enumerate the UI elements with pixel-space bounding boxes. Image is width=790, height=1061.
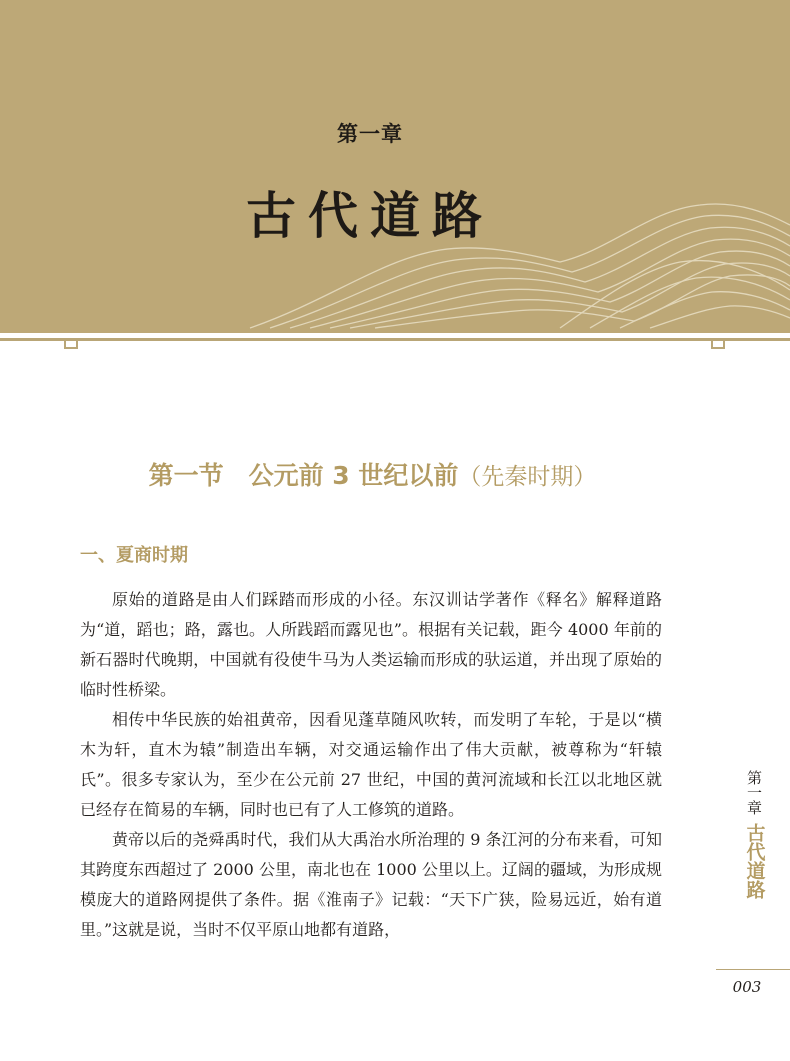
side-chapter-number: 第一章 <box>745 770 763 815</box>
section-title-period: （先秦时期） <box>458 464 597 490</box>
chapter-title: 古代道路 <box>246 186 494 245</box>
mountain-wave-decoration <box>0 0 790 333</box>
side-chapter-title: 古代道路 <box>743 823 766 899</box>
paragraph: 黄帝以后的尧舜禹时代，我们从大禹治水所治理的 9 条江河的分布来看，可知其跨度东西超过了 2000 公里，南北也在 1000 公里以上。辽阔的疆域，为形成规模庞大的道路网提供了条件。据《淮南子》记载：“天下广狭，险易远近，始有道里。”这就是说，当时不仅平原山地都有道路， <box>80 830 662 939</box>
body-text <box>80 585 662 945</box>
divider-tab-left <box>64 341 78 349</box>
side-chapter-tab <box>718 770 790 899</box>
section-title <box>0 456 745 492</box>
page-number-rule <box>716 969 790 970</box>
section-title-main: 第一节 公元前 3 世纪以前 <box>148 461 459 490</box>
chapter-header-banner <box>0 0 790 333</box>
divider-tab-right <box>711 341 725 349</box>
header-divider-rule <box>0 338 790 341</box>
paragraph: 相传中华民族的始祖黄帝，因看见蓬草随风吹转，而发明了车轮，于是以“横木为轩，直木为辕”制造出车辆，对交通运输作出了伟大贡献，被尊称为“轩辕氏”。很多专家认为，至少在公元前 27 世纪，中国的黄河流域和长江以北地区就已经存在简易的车辆，同时也已有了人工修筑的道路。 <box>80 710 662 819</box>
subsection-heading: 一、夏商时期 <box>80 545 188 566</box>
page-number: 003 <box>732 978 762 996</box>
paragraph: 原始的道路是由人们踩踏而形成的小径。东汉训诂学著作《释名》解释道路为“道，蹈也；路，露也。人所践蹈而露见也”。根据有关记载，距今 4000 年前的新石器时代晚期，中国就有役使牛马为人类运输而形成的驮运道，并出现了原始的临时性桥梁。 <box>80 590 662 699</box>
chapter-number: 第一章 <box>337 122 403 146</box>
